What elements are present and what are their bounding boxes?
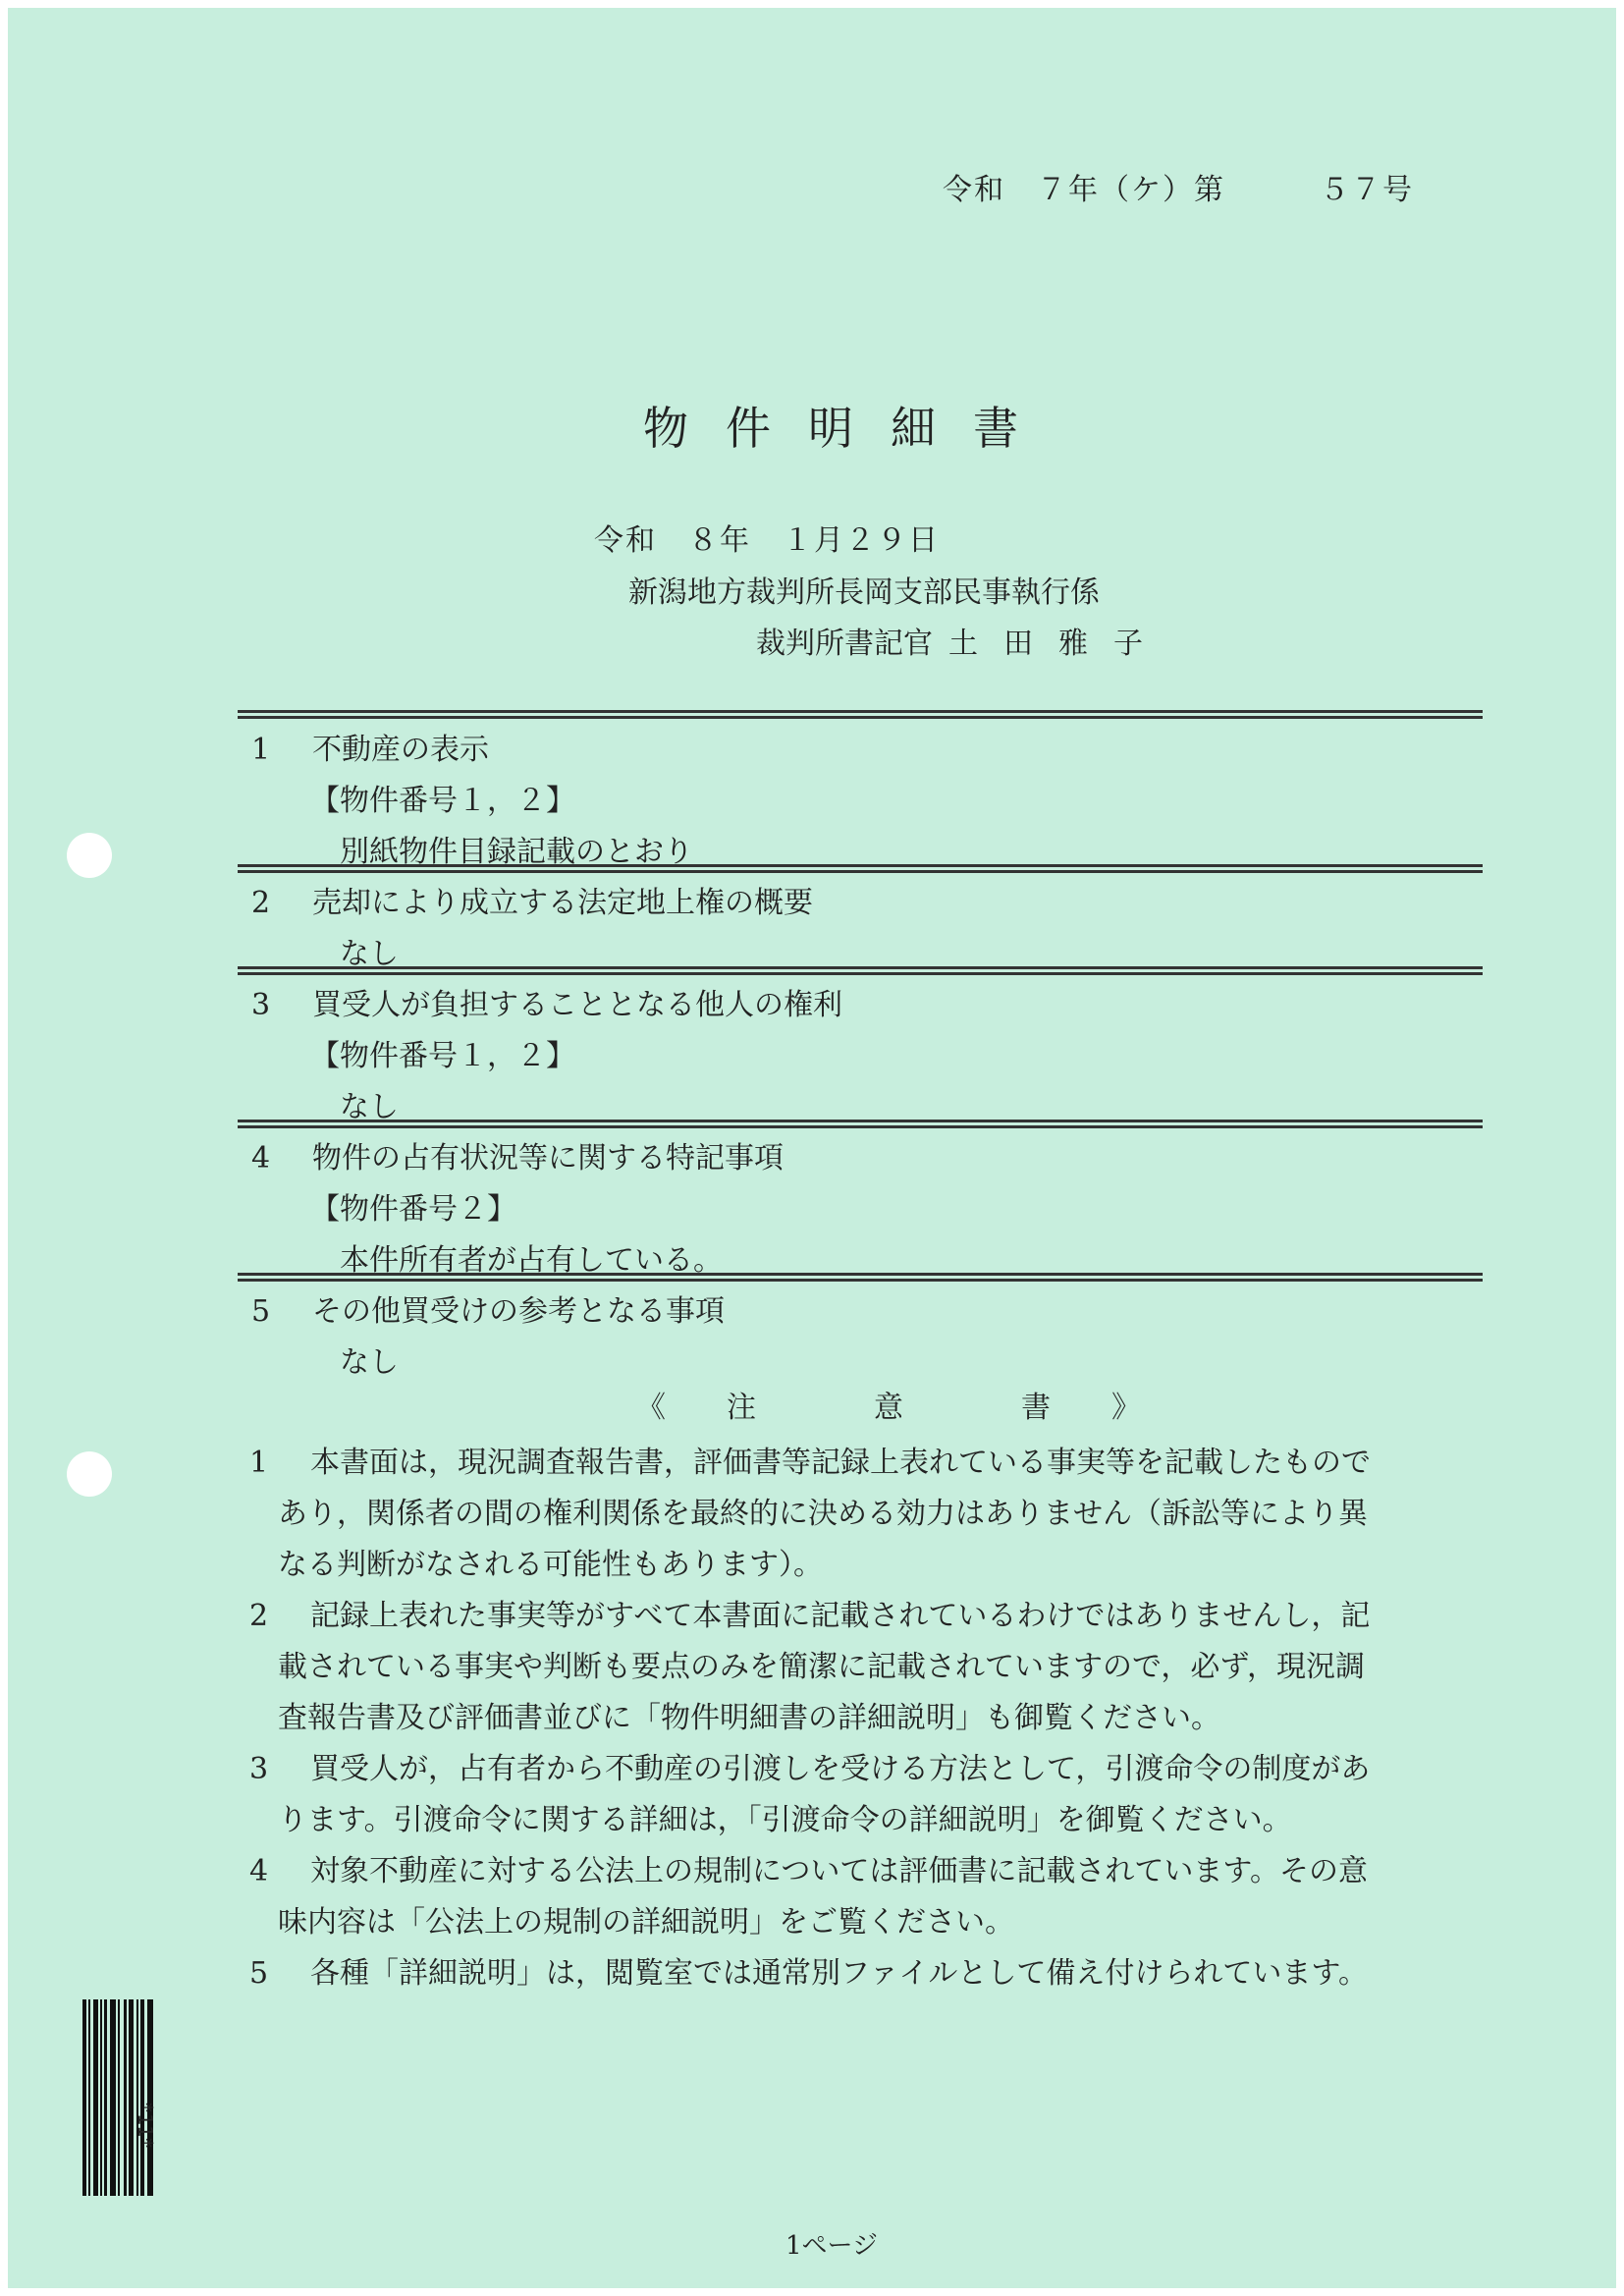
section-line: 【物件番号１，２】 (310, 784, 575, 818)
notice-title-char: 注 (727, 1391, 760, 1425)
notice-item (249, 1591, 1370, 1634)
section-heading-text: その他買受けの参考となる事項 (312, 1294, 725, 1329)
section-divider (238, 710, 1483, 719)
clerk-title: 裁判所書記官 (756, 627, 933, 661)
notice-title-char: 意 (874, 1391, 907, 1425)
section-heading (251, 980, 842, 1023)
page-number: 1ページ (785, 2231, 879, 2261)
notice-item (249, 1438, 1371, 1481)
barcode-label: *11* (134, 2102, 157, 2150)
punch-hole-bottom (67, 1451, 112, 1497)
case-number: 令和 ７年（ケ）第 ５７号 (943, 173, 1414, 207)
notice-line: なる判断がなされる可能性もあります）。 (278, 1548, 823, 1582)
notice-number: 2 (249, 1599, 269, 1633)
notice-number: 3 (249, 1752, 269, 1786)
section-heading-text: 買受人が負担することとなる他人の権利 (312, 988, 842, 1022)
section-line: 【物件番号２】 (310, 1192, 516, 1227)
section-divider (238, 864, 1483, 873)
section-line: 【物件番号１，２】 (310, 1039, 575, 1073)
notice-title-open: 《 (636, 1391, 670, 1425)
section-number: 4 (251, 1141, 271, 1175)
notice-line: ります。引渡命令に関する詳細は，「引渡命令の詳細説明」を御覧ください。 (278, 1803, 1292, 1837)
notice-line: 各種「詳細説明」は，閲覧室では通常別ファイルとして備え付けられています。 (310, 1956, 1368, 1991)
punch-hole-top (67, 833, 112, 878)
notice-line: 査報告書及び評価書並びに「物件明細書の詳細説明」も御覧ください。 (278, 1701, 1220, 1735)
clerk-name: 土田雅子 (948, 627, 1168, 661)
notice-line: 味内容は「公法上の規制の詳細説明」をご覧ください。 (278, 1905, 1014, 1940)
section-number: 3 (251, 988, 271, 1022)
notice-title-char: 書 (1021, 1391, 1055, 1425)
notice-number: 5 (249, 1956, 269, 1991)
notice-line: 買受人が，占有者から不動産の引渡しを受ける方法として，引渡命令の制度があ (310, 1752, 1371, 1786)
section-heading (251, 1286, 725, 1330)
section-divider (238, 1120, 1483, 1128)
section-line: 本件所有者が占有している。 (310, 1243, 723, 1278)
section-divider (238, 1273, 1483, 1282)
document-title: 物件明細書 (643, 402, 1056, 455)
section-heading-text: 不動産の表示 (312, 733, 489, 767)
section-line: 別紙物件目録記載のとおり (310, 835, 693, 869)
section-line: なし (310, 1090, 399, 1124)
section-number: 1 (251, 733, 271, 767)
notice-line: あり，関係者の間の権利関係を最終的に決める効力はありません（訴訟等により異 (278, 1497, 1368, 1531)
notice-item (249, 1846, 1368, 1889)
notice-line: 対象不動産に対する公法上の規制については評価書に記載されています。その意 (310, 1854, 1368, 1888)
section-divider (238, 966, 1483, 975)
issue-date: 令和 ８年 １月２９日 (594, 523, 940, 558)
notice-number: 1 (249, 1446, 269, 1480)
section-number: 2 (251, 886, 271, 920)
notice-item (249, 1948, 1368, 1992)
section-heading (251, 878, 813, 921)
notice-line: 載されている事実や判断も要点のみを簡潔に記載されていますので，必ず，現況調 (278, 1650, 1365, 1684)
section-line: なし (310, 937, 399, 971)
notice-line: 記録上表れた事実等がすべて本書面に記載されているわけではありませんし，記 (310, 1599, 1371, 1633)
court-name: 新潟地方裁判所長岡支部民事執行係 (628, 575, 1100, 610)
section-heading-text: 物件の占有状況等に関する特記事項 (312, 1141, 784, 1175)
section-heading (251, 1133, 784, 1176)
section-heading-text: 売却により成立する法定地上権の概要 (312, 886, 813, 920)
section-line: なし (310, 1345, 399, 1380)
clerk-line (756, 619, 1168, 662)
notice-line: 本書面は，現況調査報告書，評価書等記録上表れている事実等を記載したもので (310, 1446, 1371, 1480)
notice-number: 4 (249, 1854, 269, 1888)
document-page (8, 8, 1616, 2288)
notice-item (249, 1744, 1370, 1787)
notice-title-close: 》 (1111, 1391, 1145, 1425)
notice-title (636, 1383, 1145, 1426)
section-number: 5 (251, 1294, 271, 1329)
barcode (82, 1999, 155, 2196)
section-heading (251, 725, 489, 768)
